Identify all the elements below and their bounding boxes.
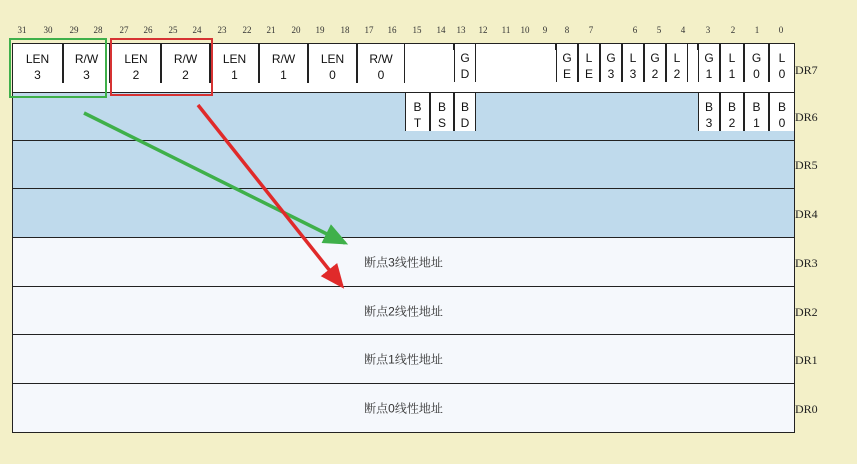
bit-number: 3 — [705, 25, 711, 35]
field-rw1-top: R/W — [271, 52, 296, 66]
dr0-description: 断点0线性地址 — [364, 401, 443, 416]
bit-number: 21 — [266, 25, 276, 35]
field-g0-top: G — [751, 51, 762, 65]
field-l2-top: L — [673, 51, 681, 65]
field-l2-bottom: 2 — [673, 67, 681, 81]
label-dr5: DR5 — [795, 158, 818, 172]
label-dr4: DR4 — [795, 207, 818, 221]
field-g2-bottom: 2 — [651, 67, 659, 81]
bit-number: 31 — [17, 25, 27, 35]
field-g3-top: G — [606, 51, 616, 65]
bit-number: 8 — [564, 25, 570, 35]
bit-number: 17 — [364, 25, 374, 35]
field-b1-bottom: 1 — [753, 116, 760, 130]
field-len1-bottom: 1 — [231, 68, 238, 82]
red-arrow — [198, 105, 342, 286]
bit-number: 24 — [192, 25, 202, 35]
field-rw0-bottom: 0 — [377, 68, 385, 82]
field-b0-bottom: 0 — [778, 116, 786, 130]
label-dr1: DR1 — [795, 353, 818, 367]
field-l3-bottom: 3 — [629, 67, 637, 81]
field-rw0-top: R/W — [369, 52, 393, 66]
field-len3-bottom: 3 — [34, 68, 41, 82]
field-le-bottom: E — [584, 67, 593, 81]
field-l3-top: L — [629, 51, 637, 65]
bit-number: 16 — [387, 25, 397, 35]
field-bt-bottom: T — [413, 116, 422, 130]
field-len2-top: LEN — [124, 52, 148, 66]
bit-number: 7 — [588, 25, 594, 35]
field-bd-bottom: D — [460, 116, 470, 130]
field-b3-top: B — [704, 100, 713, 114]
field-gd-top: G — [460, 51, 470, 65]
field-ge-top: G — [562, 51, 572, 65]
field-g1-top: G — [704, 51, 714, 65]
dr1-description: 断点1线性地址 — [364, 352, 443, 367]
field-b2-bottom: 2 — [728, 116, 736, 130]
bit-number: 25 — [168, 25, 178, 35]
green-arrow — [84, 113, 345, 243]
bit-number: 23 — [217, 25, 227, 35]
bit-number: 13 — [456, 25, 466, 35]
field-len1-top: LEN — [222, 52, 247, 66]
bit-number: 15 — [412, 25, 422, 35]
field-len0-top: LEN — [320, 52, 345, 66]
field-g1-bottom: 1 — [705, 67, 713, 81]
field-l1-top: L — [728, 51, 736, 65]
bit-number: 0 — [778, 25, 784, 35]
bit-number: 26 — [143, 25, 153, 35]
label-dr7: DR7 — [795, 63, 818, 77]
dr3-description: 断点3线性地址 — [364, 255, 443, 270]
bit-number: 29 — [69, 25, 79, 35]
field-rw2-bottom: 2 — [182, 68, 189, 82]
bit-number: 1 — [754, 25, 760, 35]
bit-number: 18 — [340, 25, 350, 35]
bit-number: 11 — [501, 25, 511, 35]
field-ge-bottom: E — [562, 67, 571, 81]
field-g2-top: G — [650, 51, 660, 65]
field-g3-bottom: 3 — [607, 67, 615, 81]
bit-number: 14 — [436, 25, 446, 35]
bit-number: 6 — [632, 25, 638, 35]
field-bs-bottom: S — [437, 116, 446, 130]
bit-number: 4 — [680, 25, 686, 35]
field-l1-bottom: 1 — [728, 67, 736, 81]
field-b3-bottom: 3 — [705, 116, 713, 130]
field-le-top: L — [585, 51, 593, 65]
field-gd-bottom: D — [460, 67, 470, 81]
field-len2-bottom: 2 — [132, 68, 140, 82]
label-dr6: DR6 — [795, 110, 818, 124]
field-rw1-bottom: 1 — [280, 68, 287, 82]
bit-number: 30 — [43, 25, 53, 35]
bit-number: 12 — [478, 25, 488, 35]
bit-number: 28 — [93, 25, 103, 35]
label-dr0: DR0 — [795, 402, 818, 416]
field-l0-bottom: 0 — [778, 67, 786, 81]
bit-number: 2 — [730, 25, 736, 35]
bit-number: 20 — [291, 25, 301, 35]
field-len3-top: LEN — [25, 52, 50, 66]
field-rw3-top: R/W — [74, 52, 99, 66]
field-l0-top: L — [778, 51, 786, 65]
bit-number: 19 — [315, 25, 325, 35]
field-rw2-top: R/W — [173, 52, 198, 66]
field-bs-top: B — [437, 100, 446, 114]
field-b2-top: B — [727, 100, 736, 114]
bit-number: 27 — [119, 25, 129, 35]
bit-number: 9 — [542, 25, 548, 35]
field-b0-top: B — [777, 100, 786, 114]
label-dr2: DR2 — [795, 305, 818, 319]
field-rw3-bottom: 3 — [83, 68, 90, 82]
bit-number: 10 — [520, 25, 530, 35]
field-bd-top: B — [460, 100, 469, 114]
bit-number: 5 — [656, 25, 662, 35]
dr2-description: 断点2线性地址 — [364, 304, 443, 318]
field-len0-bottom: 0 — [329, 68, 336, 82]
label-dr3: DR3 — [795, 256, 818, 270]
field-g0-bottom: 0 — [753, 67, 760, 81]
bit-number: 22 — [242, 25, 252, 35]
field-b1-top: B — [752, 100, 761, 114]
field-bt-top: B — [413, 100, 422, 114]
